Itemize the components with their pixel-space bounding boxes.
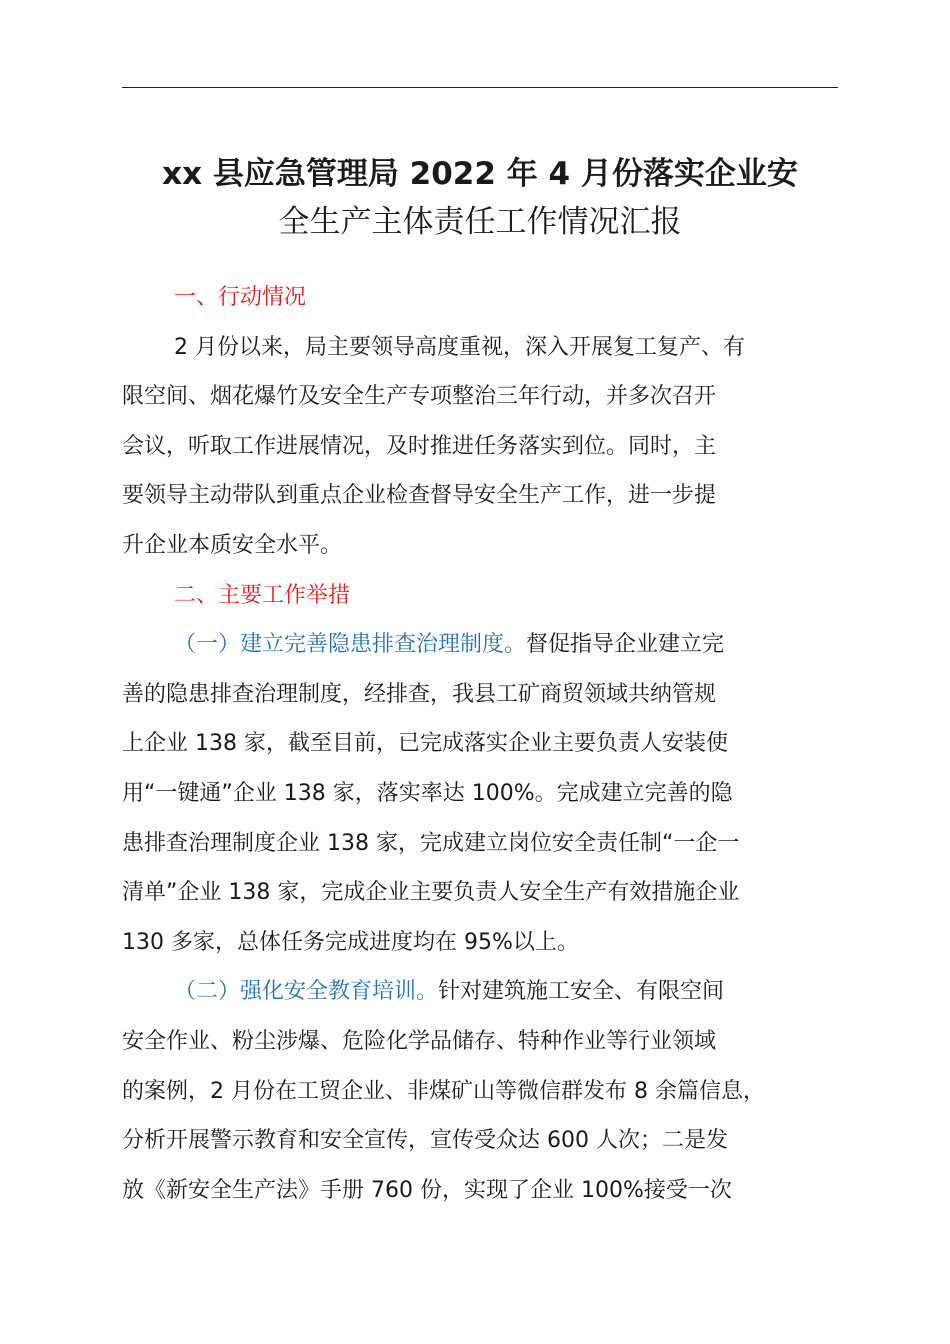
body-text <box>122 273 852 1215</box>
paragraph-line: 分析开展警示教育和安全宣传，宣传受众达 600 人次；二是发 <box>122 1128 728 1154</box>
subsection-first-line <box>122 620 852 670</box>
subsection-text: 针对建筑施工安全、有限空间 <box>438 979 725 1005</box>
paragraph-line: 2 月份以来，局主要领导高度重视，深入开展复工复产、有 <box>174 334 745 360</box>
paragraph-line: 升企业本质安全水平。 <box>122 532 343 558</box>
subsection-title-training: （二）强化安全教育培训。 <box>174 979 439 1005</box>
document-title <box>100 150 860 246</box>
paragraph-line: 130 多家，总体任务完成进度均在 95%以上。 <box>122 929 579 955</box>
paragraph-line: 的案例，2 月份在工贸企业、非煤矿山等微信群发布 8 余篇信息， <box>122 1078 765 1104</box>
paragraph-line: 用“一键通”企业 138 家，落实率达 100%。完成建立完善的隐 <box>122 780 733 806</box>
subsection-first-line <box>122 967 852 1017</box>
paragraph-line: 清单”企业 138 家，完成企业主要负责人安全生产有效措施企业 <box>122 880 740 906</box>
paragraph-line: 放《新安全生产法》手册 760 份，实现了企业 100%接受一次 <box>122 1177 732 1203</box>
paragraph-line: 善的隐患排查治理制度，经排查，我县工矿商贸领域共纳管规 <box>122 681 717 707</box>
title-line-2: 全生产主体责任工作情况汇报 <box>278 204 682 240</box>
header-rule <box>122 87 838 88</box>
paragraph-line: 患排查治理制度企业 138 家，完成建立岗位安全责任制“一企一 <box>122 830 740 856</box>
paragraph-line: 会议，听取工作进展情况，及时推进任务落实到位。同时，主 <box>122 433 717 459</box>
title-line-1: xx 县应急管理局 2022 年 4 月份落实企业安 <box>162 156 798 192</box>
section-heading-action: 一、行动情况 <box>174 285 307 310</box>
section-heading-measures: 二、主要工作举措 <box>174 582 351 608</box>
subsection-text: 督促指导企业建立完 <box>526 632 725 658</box>
paragraph-line: 上企业 138 家，截至目前，已完成落实企业主要负责人安装使 <box>122 731 728 757</box>
subsection-title-hazard: （一）建立完善隐患排查治理制度。 <box>174 632 527 658</box>
paragraph-line: 安全作业、粉尘涉爆、危险化学品储存、特种作业等行业领域 <box>122 1028 717 1054</box>
paragraph-line: 限空间、烟花爆竹及安全生产专项整治三年行动，并多次召开 <box>122 384 717 410</box>
paragraph-line: 要领导主动带队到重点企业检查督导安全生产工作，进一步提 <box>122 483 717 509</box>
